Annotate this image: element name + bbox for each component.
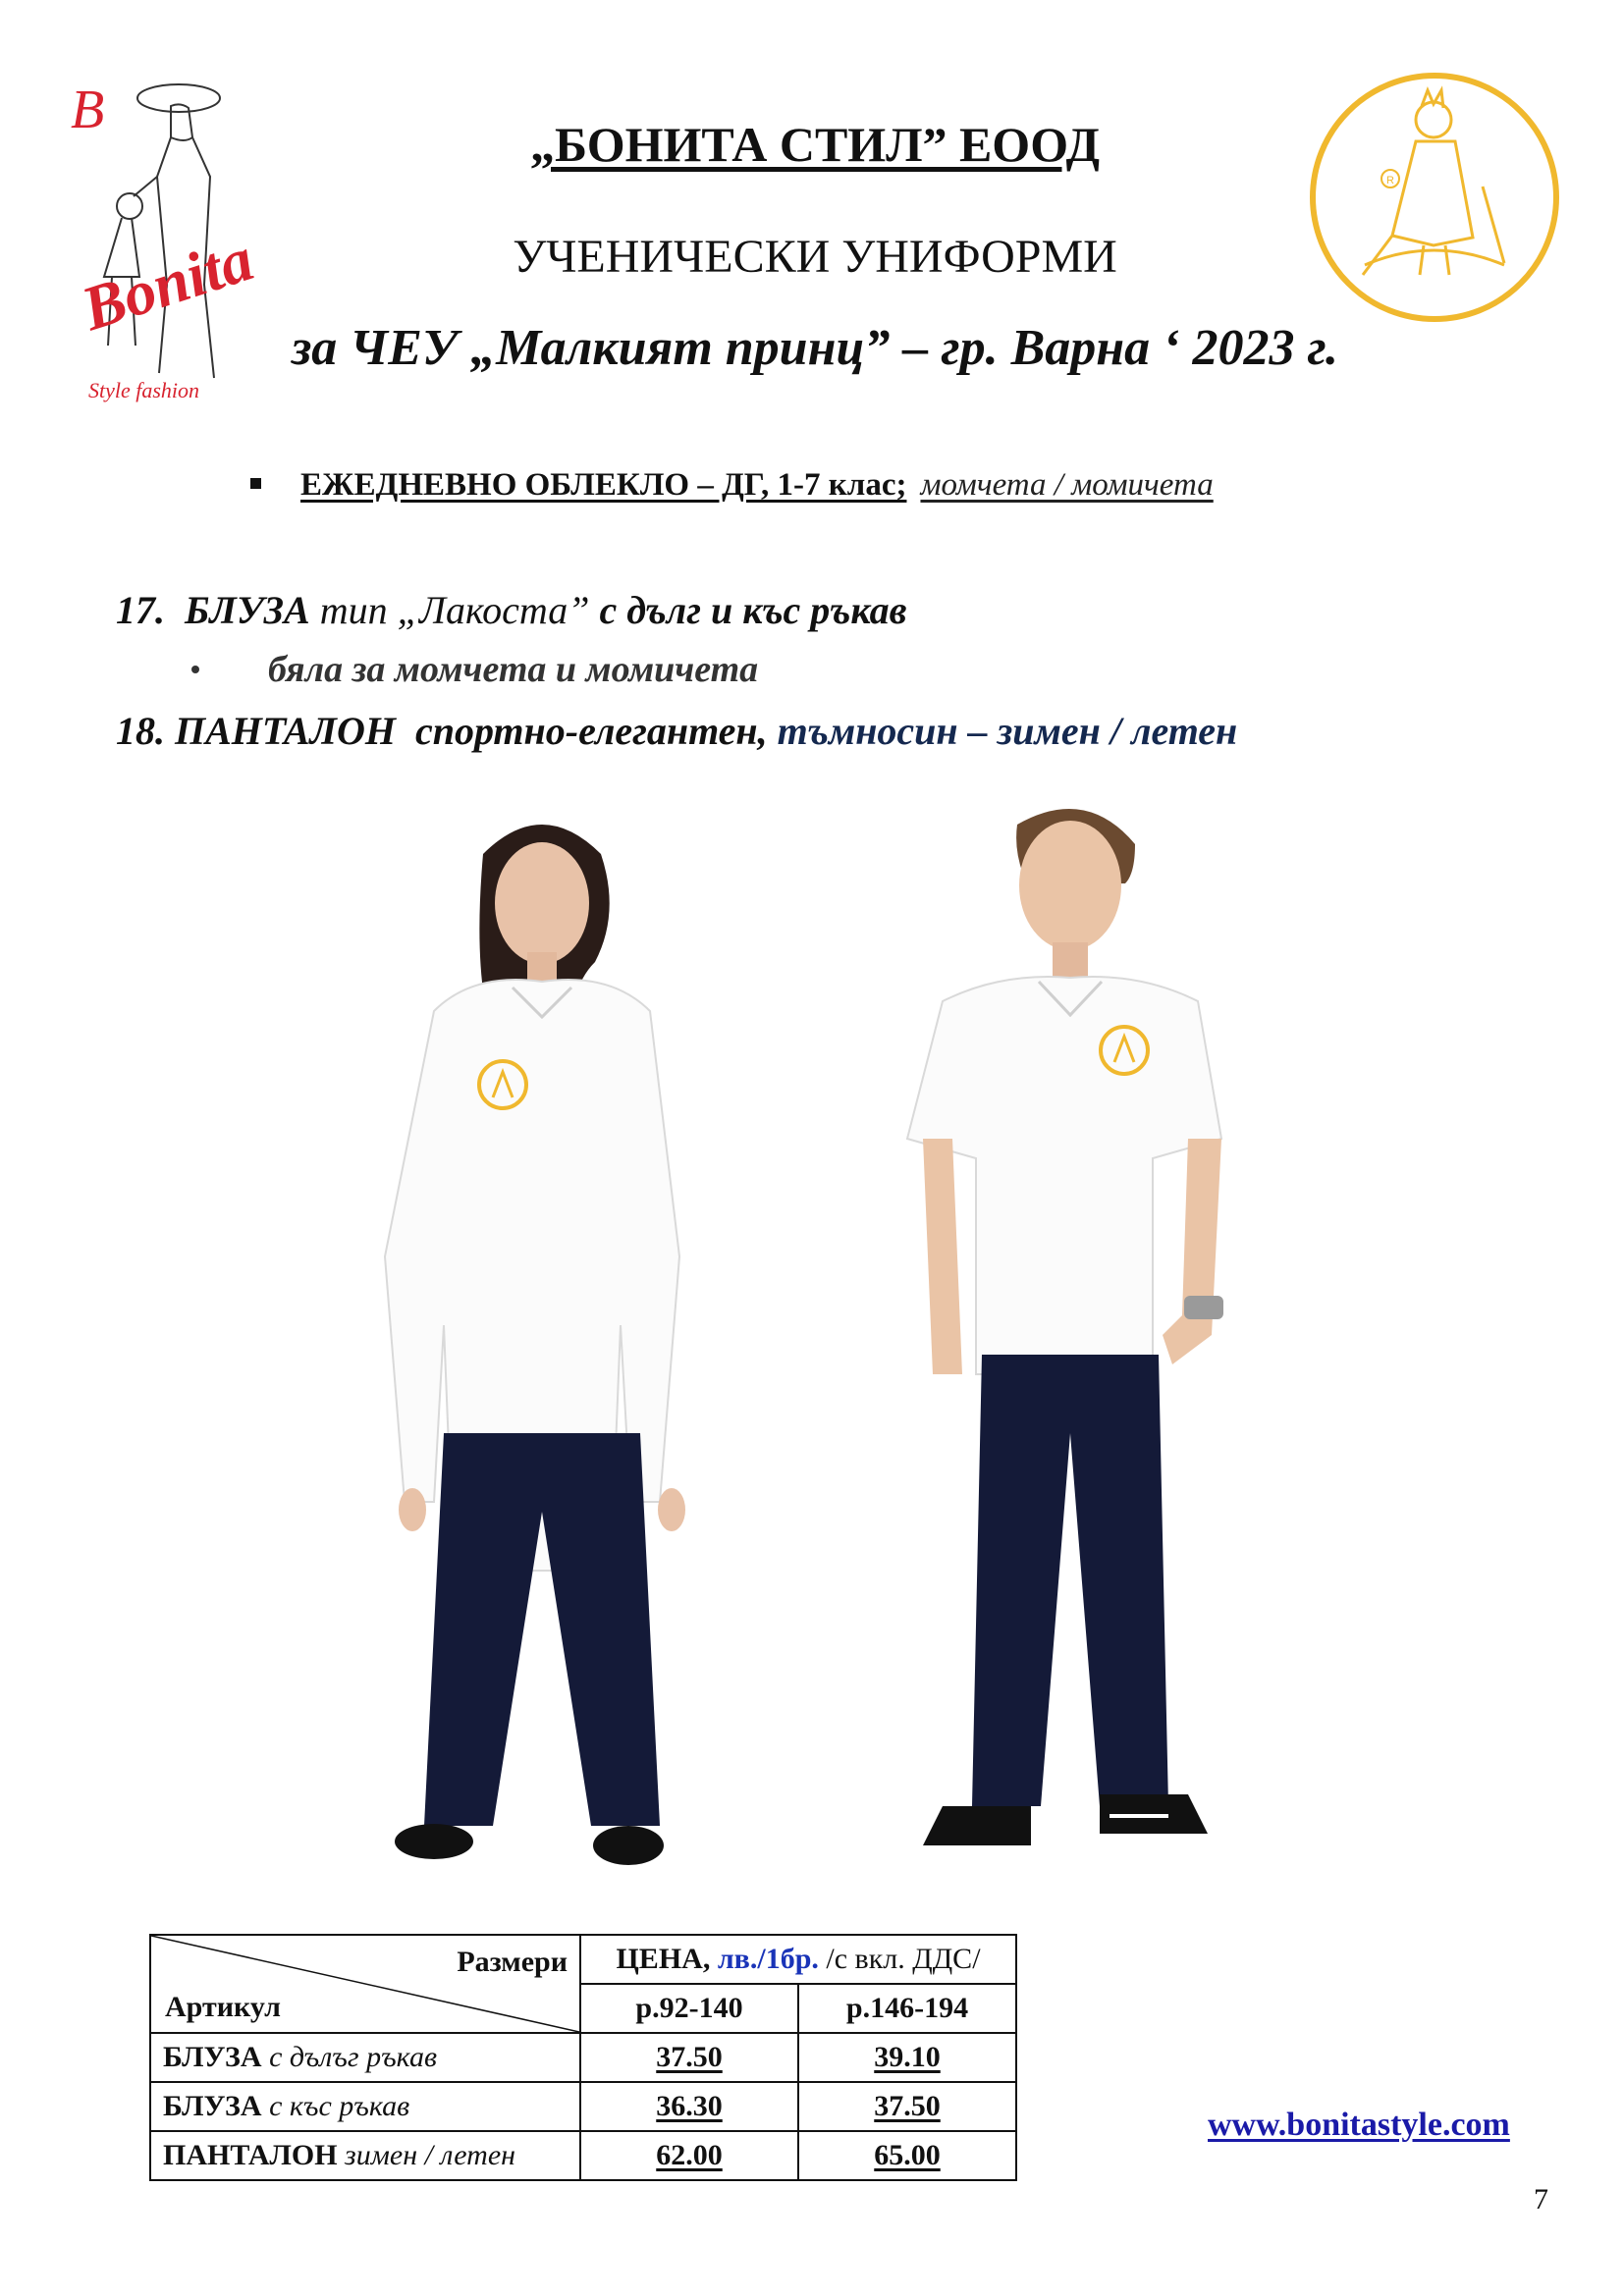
wristwatch-icon [1184, 1296, 1223, 1319]
bonita-b-letter [71, 80, 104, 140]
item-17-subpoint: бяла за момчета и момичета [191, 648, 758, 691]
size-column-2: р.146-194 [798, 1984, 1016, 2033]
item-18-number: 18. [116, 709, 165, 753]
price-cell: 36.30 [580, 2082, 798, 2131]
price-cell: 37.50 [580, 2033, 798, 2082]
price-cell: 39.10 [798, 2033, 1016, 2082]
boy-model-photo [884, 805, 1257, 1885]
item-17-type: тип „Лакоста” [319, 588, 590, 632]
table-corner-cell [150, 1935, 580, 2033]
page-number: 7 [1534, 2183, 1548, 2216]
price-vat-note: /с вкл. ДДС/ [826, 1943, 981, 1975]
sizes-header: Размери [457, 1946, 568, 1978]
website-link[interactable]: www.bonitastyle.com [1208, 2107, 1510, 2143]
table-row [150, 2082, 1016, 2131]
size-column-1: р.92-140 [580, 1984, 798, 2033]
svg-text:B: B [71, 80, 105, 140]
square-bullet-icon [250, 478, 261, 489]
section-heading [250, 467, 1214, 504]
price-cell: 62.00 [580, 2131, 798, 2180]
article-cell: БЛУЗА с дълъг ръкав [150, 2033, 580, 2082]
item-18-color: тъмносин – зимен / летен [777, 709, 1238, 753]
company-name: „БОНИТА СТИЛ” ЕООД [529, 117, 1100, 172]
bonita-logo [61, 59, 267, 422]
section-main: ЕЖЕДНЕВНО ОБЛЕКЛО – ДГ, 1-7 клас; [300, 467, 907, 503]
document-subtitle: УЧЕНИЧЕСКИ УНИФОРМИ [513, 231, 1117, 283]
item-17 [116, 587, 907, 633]
item-17-number: 17. [116, 588, 165, 632]
svg-text:R: R [1386, 175, 1394, 187]
table-header-row [150, 1935, 1016, 1984]
bonita-wordmark: Bonita [73, 223, 262, 345]
bonita-tagline: Style fashion [88, 378, 200, 402]
item-18-name: ПАНТАЛОН [175, 709, 396, 753]
table-row [150, 2033, 1016, 2082]
school-title: за ЧЕУ „Малкият принц” – гр. Варна ‘ 2023 г. [292, 320, 1338, 376]
section-audience: момчета / момичета [920, 467, 1214, 503]
price-cell: 37.50 [798, 2082, 1016, 2131]
girl-model-photo [365, 805, 719, 1885]
table-row [150, 2131, 1016, 2180]
article-cell: БЛУЗА с къс ръкав [150, 2082, 580, 2131]
article-cell: ПАНТАЛОН зимен / летен [150, 2131, 580, 2180]
item-18 [116, 708, 1237, 754]
price-table [149, 1934, 1017, 2181]
item-18-desc: спортно-елегантен, [414, 709, 768, 753]
article-header: Артикул [165, 1991, 281, 2023]
dot-bullet-icon [191, 666, 199, 673]
price-cell: 65.00 [798, 2131, 1016, 2180]
price-header: ЦЕНА, лв./1бр. /с вкл. ДДС/ [580, 1935, 1016, 1984]
item-17-rest: с дълг и къс ръкав [599, 588, 907, 632]
price-unit: лв./1бр. [717, 1943, 819, 1975]
little-prince-logo [1306, 69, 1563, 326]
item-17-name: БЛУЗА [185, 588, 310, 632]
